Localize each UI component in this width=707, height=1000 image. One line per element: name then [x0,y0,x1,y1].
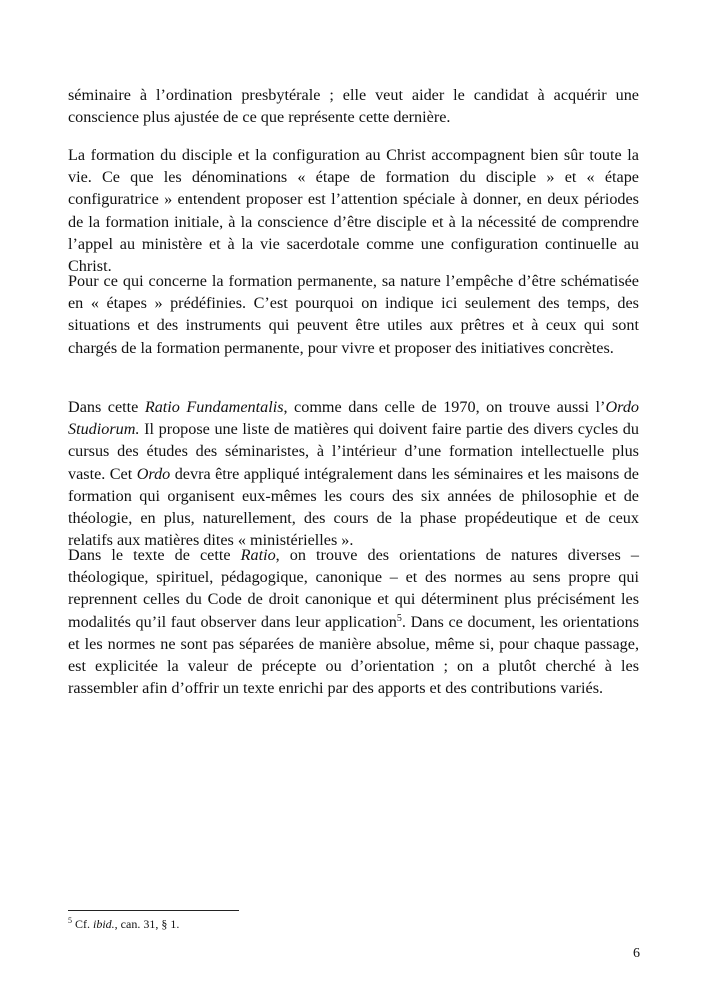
italic-text: Ordo [136,464,171,483]
text-run: devra être appliqué intégralement dans les séminaires et les maisons de formation qui organisent eux-mêmes les cours des six années de philosophie et de théologie, en plus, naturellement, des cours de la phase propédeutique et de ceux relatifs aux matières dites « ministérielles ». [68,464,639,550]
page-number: 6 [633,946,640,961]
footnote-ibid: ibid. [93,917,115,931]
text-run: séminaire à l’ordination presbytérale ; elle veut aider le candidat à acquérir une conscience plus ajustée de ce que représente cette dernière. [68,86,639,127]
footnote-prefix: Cf. [72,917,93,931]
paragraph-3 [68,270,639,359]
italic-text: Ratio Fundamentalis [144,398,284,416]
text-run: Il propose une liste de matières qui doivent faire partie des divers cycles du cursus des études des séminaristes, à l’intérieur d’une formation intellectuelle plus vaste. Cet [68,420,639,483]
paragraph-1 [68,84,639,128]
footnote [68,917,179,931]
footnote-marker: 5 [68,916,72,925]
text-run: , comme dans celle de 1970, on trouve aussi l’ [283,398,606,416]
text-run: Pour ce qui concerne la formation permanente, sa nature l’empêche d’être schématisée en « étapes » prédéfinies. C’est pourquoi on indique ici seulement des temps, des situations et des instruments qui peuvent être utiles aux prêtres et à ceux qui sont chargés de la formation permanente, pour vivre et proposer des initiatives concrètes. [68,272,639,357]
text-run: Dans cette [68,398,145,416]
footnote-suffix: , can. 31, § 1. [114,917,180,931]
paragraph-5 [68,544,639,699]
italic-text: Ordo Studiorum. [68,398,640,439]
paragraph-2 [68,144,639,277]
text-run: Dans le texte de cette [68,546,241,564]
footnote-separator [68,910,239,911]
footnote-reference: 5 [396,612,402,624]
text-run: . Dans ce document, les orientations et les normes ne sont pas séparées de manière absolue, même si, pour chaque passage, est explicitée la valeur de précepte ou d’orientation ; on a plutôt cherché à les rassembler afin d’offrir un texte enrichi par des apports et des contributions variés. [68,612,639,698]
text-run: , on trouve des orientations de natures diverses – théologique, spirituel, pédagogique, canonique – et des normes au sens propre qui reprennent celles du Code de droit canonique et qui déterminent plus précisément les modalités qu’il faut observer dans leur application [68,546,639,631]
text-run: La formation du disciple et la configuration au Christ accompagnent bien sûr toute la vie. Ce que les dénominations « étape de formation du disciple » et « étape configuratrice » entendent proposer est l’attention spéciale à donner, en deux périodes de la formation initiale, à la conscience d’être disciple et à la nécessité de comprendre l’appel au ministère et à la vie sacerdotale comme une configuration continuelle au Christ. [68,146,639,276]
italic-text: Ratio [240,546,276,564]
paragraph-4 [68,396,639,551]
